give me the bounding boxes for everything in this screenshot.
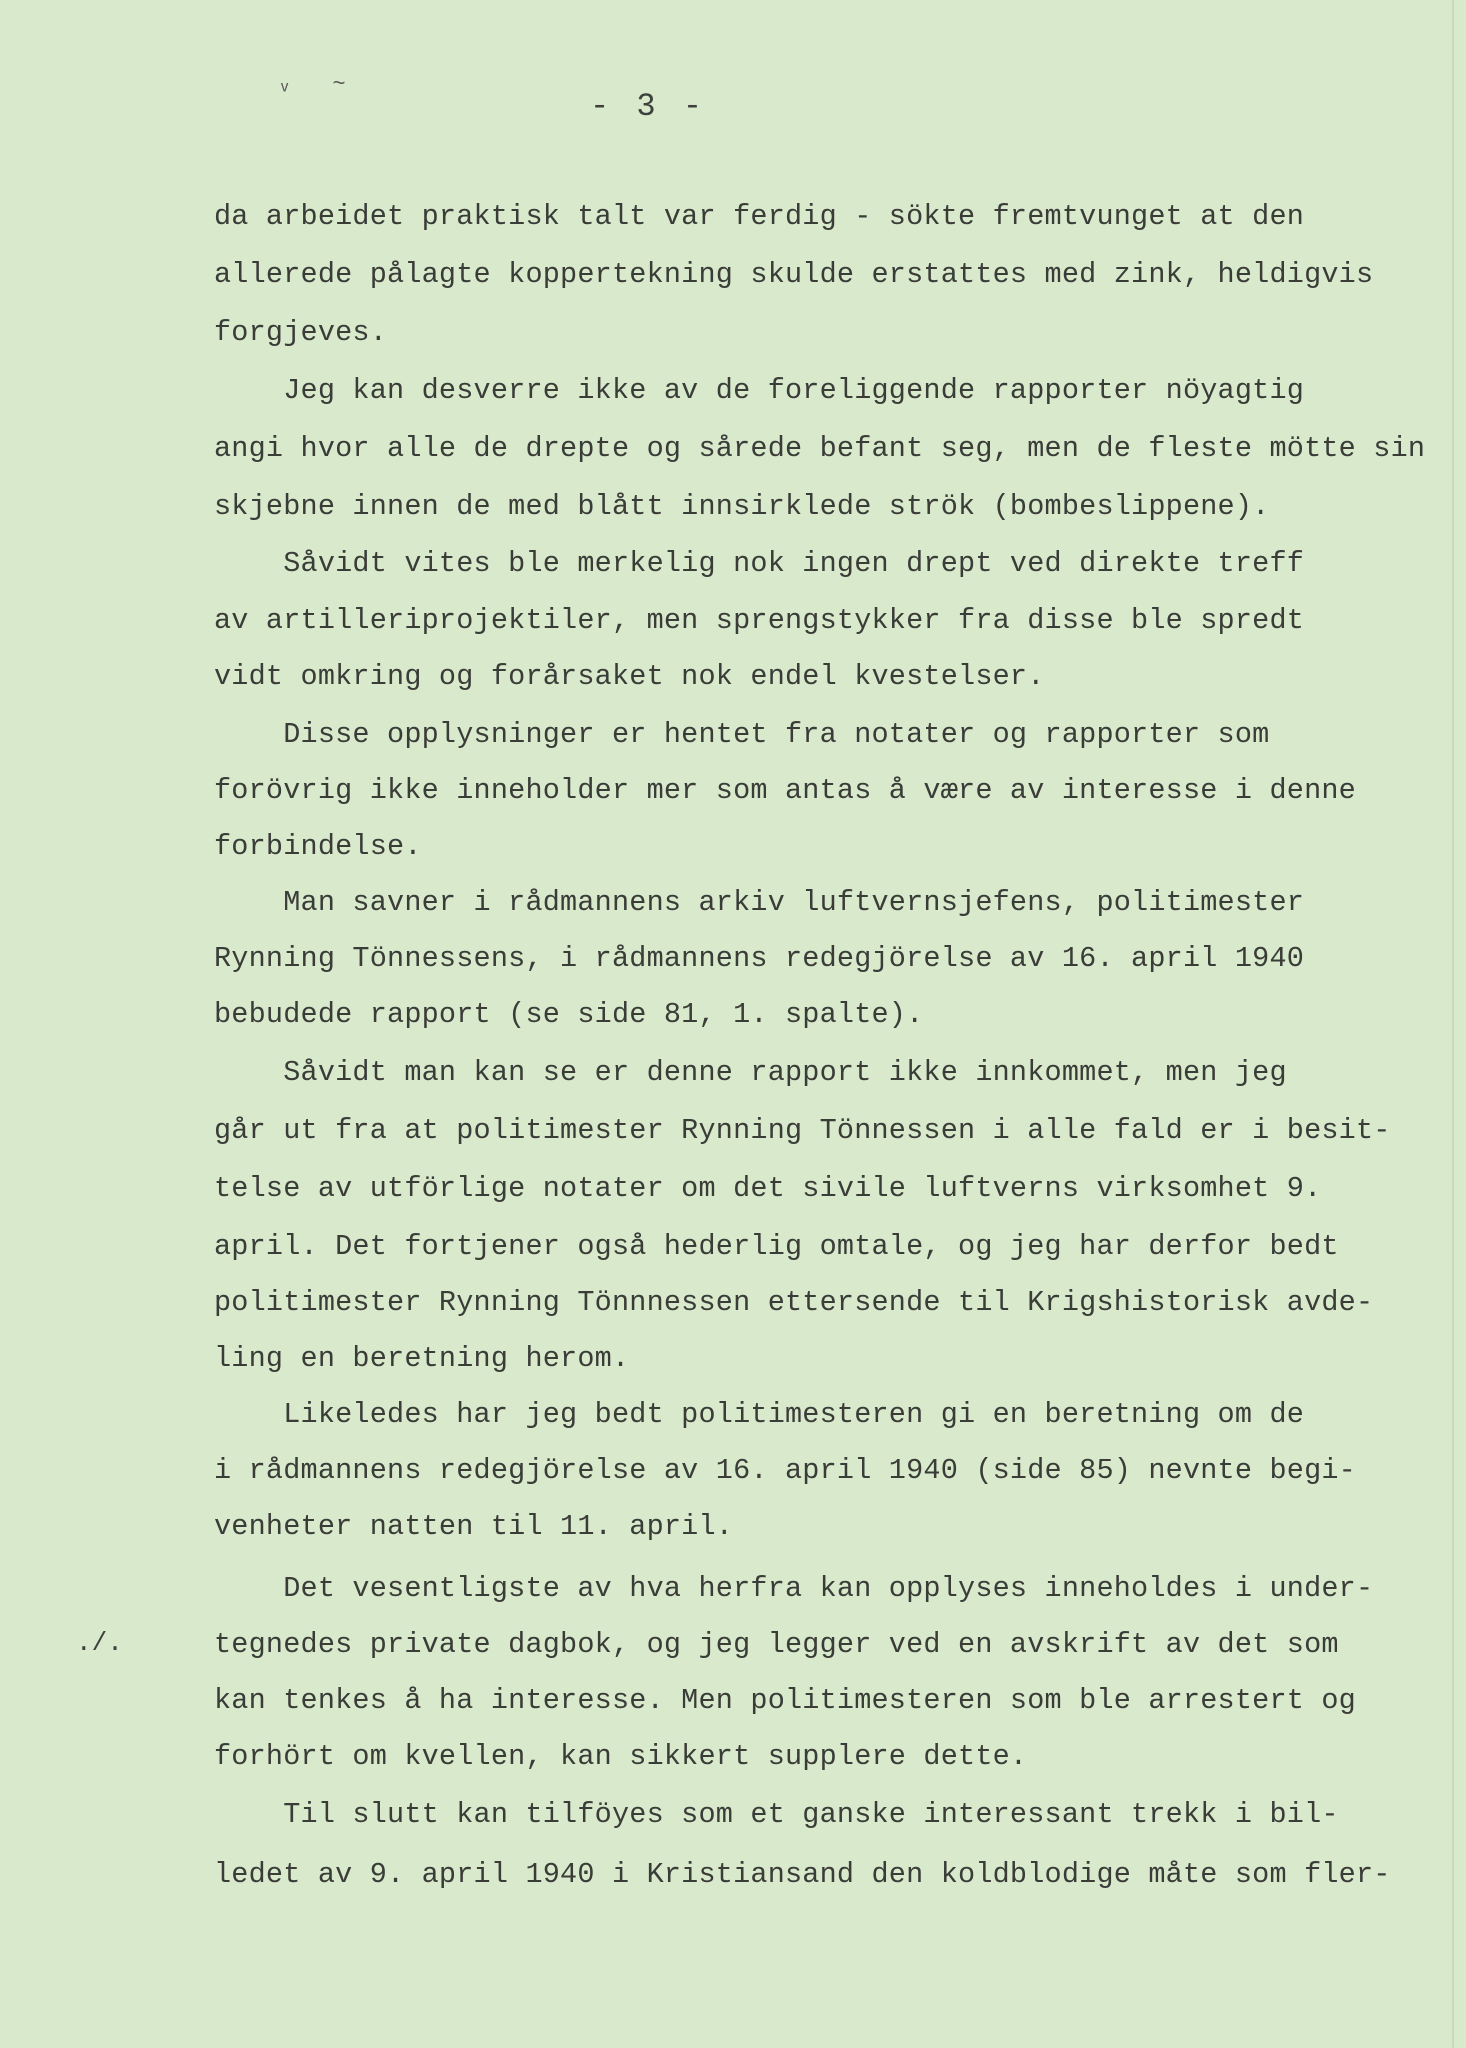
text-line: da arbeidet praktisk talt var ferdig - sökte fremtvunget at den xyxy=(214,200,1305,233)
text-line: Likeledes har jeg bedt politimesteren gi en beretning om de xyxy=(214,1398,1305,1431)
text-line: Såvidt man kan se er denne rapport ikke innkommet, men jeg xyxy=(214,1056,1287,1089)
text-line: vidt omkring og forårsaket nok endel kvestelser. xyxy=(214,660,1045,693)
text-line: angi hvor alle de drepte og sårede befant seg, men de fleste mötte sin xyxy=(214,432,1426,465)
text-line: forhört om kvellen, kan sikkert supplere dette. xyxy=(214,1740,1028,1773)
text-line: telse av utförlige notater om det sivile luftverns virksomhet 9. xyxy=(214,1172,1322,1205)
text-line: allerede pålagte koppertekning skulde erstattes med zink, heldigvis xyxy=(214,258,1374,291)
text-line: skjebne innen de med blått innsirklede strök (bombeslippene). xyxy=(214,490,1270,523)
text-line: bebudede rapport (se side 81, 1. spalte). xyxy=(214,998,924,1031)
text-line: Disse opplysninger er hentet fra notater og rapporter som xyxy=(214,718,1270,751)
text-line: april. Det fortjener også hederlig omtale, og jeg har derfor bedt xyxy=(214,1230,1339,1263)
text-line: i rådmannens redegjörelse av 16. april 1940 (side 85) nevnte begi- xyxy=(214,1454,1356,1487)
text-line: Til slutt kan tilföyes som et ganske interessant trekk i bil- xyxy=(214,1798,1339,1831)
text-line: Jeg kan desverre ikke av de foreliggende rapporter nöyagtig xyxy=(214,374,1305,407)
text-line: venheter natten til 11. april. xyxy=(214,1510,734,1543)
text-line: Rynning Tönnessens, i rådmannens redegjörelse av 16. april 1940 xyxy=(214,942,1305,975)
text-line: forbindelse. xyxy=(214,830,422,863)
text-line: Man savner i rådmannens arkiv luftvernsjefens, politimester xyxy=(214,886,1305,919)
corner-marks: ᵥ ~ xyxy=(278,72,360,97)
text-line: av artilleriprojektiler, men sprengstykker fra disse ble spredt xyxy=(214,604,1305,637)
text-line: forgjeves. xyxy=(214,316,388,349)
text-line: går ut fra at politimester Rynning Tönnessen i alle fald er i besit- xyxy=(214,1114,1391,1147)
text-line: tegnedes private dagbok, og jeg legger ved en avskrift av det som xyxy=(214,1628,1339,1661)
page-number: - 3 - xyxy=(590,88,707,125)
text-line: kan tenkes å ha interesse. Men politimesteren som ble arrestert og xyxy=(214,1684,1356,1717)
text-line: ledet av 9. april 1940 i Kristiansand den koldblodige måte som fler- xyxy=(214,1858,1391,1891)
text-line: forövrig ikke inneholder mer som antas å være av interesse i denne xyxy=(214,774,1356,807)
page-edge xyxy=(1452,0,1454,2048)
text-line: Såvidt vites ble merkelig nok ingen drept ved direkte treff xyxy=(214,547,1305,580)
text-line: politimester Rynning Tönnnessen ettersende til Krigshistorisk avde- xyxy=(214,1286,1374,1319)
margin-note: ./. xyxy=(76,1628,123,1658)
text-line: ling en beretning herom. xyxy=(214,1342,630,1375)
text-line: Det vesentligste av hva herfra kan opplyses inneholdes i under- xyxy=(214,1572,1374,1605)
